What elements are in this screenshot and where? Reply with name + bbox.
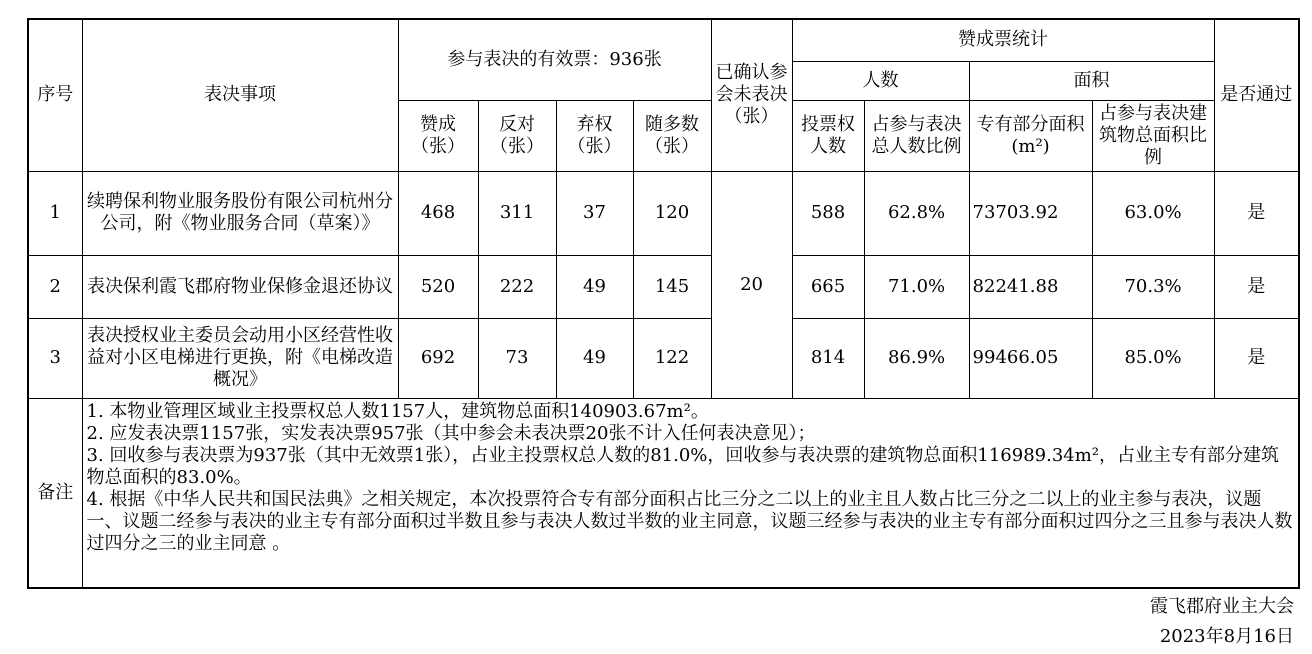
row-persons-ratio: 71.0% xyxy=(864,255,969,318)
header-confirmed-absent: 已确认参会未表决（张） xyxy=(711,19,792,171)
row-area: 99466.05 xyxy=(969,318,1092,398)
row-seq: 1 xyxy=(28,171,82,255)
row-persons-ratio: 62.8% xyxy=(864,171,969,255)
row-abstain: 37 xyxy=(556,171,633,255)
row-approve: 520 xyxy=(398,255,478,318)
header-abstain: 弃权（张） xyxy=(556,100,633,171)
header-valid-votes: 参与表决的有效票：936张 xyxy=(398,19,711,100)
row-passed: 是 xyxy=(1214,255,1299,318)
row-passed: 是 xyxy=(1214,171,1299,255)
row-passed: 是 xyxy=(1214,318,1299,398)
row-item: 表决授权业主委员会动用小区经营性收益对小区电梯进行更换，附《电梯改造概况》 xyxy=(82,318,398,398)
row-follow: 145 xyxy=(633,255,711,318)
row-item: 表决保利霞飞郡府物业保修金退还协议 xyxy=(82,255,398,318)
row-persons: 665 xyxy=(792,255,864,318)
header-area: 面积 xyxy=(969,61,1214,100)
row-abstain: 49 xyxy=(556,318,633,398)
notes-label: 备注 xyxy=(28,398,82,588)
table-row xyxy=(28,171,1299,255)
footer-org: 霞飞郡府业主大会 xyxy=(1150,596,1294,617)
notes-content xyxy=(82,398,1299,588)
note-line: 1. 本物业管理区域业主投票权总人数1157人，建筑物总面积140903.67m²。 xyxy=(86,400,709,422)
header-item: 表决事项 xyxy=(82,19,398,171)
header-persons-ratio: 占参与表决总人数比例 xyxy=(864,100,969,171)
row-area-ratio: 85.0% xyxy=(1092,318,1214,398)
table-row xyxy=(28,255,1299,318)
row-persons: 588 xyxy=(792,171,864,255)
header-voting-persons: 投票权人数 xyxy=(792,100,864,171)
header-passed: 是否通过 xyxy=(1214,19,1299,171)
row-area: 82241.88 xyxy=(969,255,1092,318)
row-oppose: 311 xyxy=(478,171,556,255)
row-follow: 120 xyxy=(633,171,711,255)
note-line: 4. 根据《中华人民共和国民法典》之相关规定，本次投票符合专有部分面积占比三分之二以上的业主且人数占比三分之二以上的业主参与表决，议题一、议题二经参与表决的业主专有部分面积过半数且参与表决人数过半数的业主同意，议题三经参与表决的业主专有部分面积过四分之三且参与表决人数过四分之三的业主同意 。 xyxy=(86,488,1293,554)
header-approval-stats: 赞成票统计 xyxy=(792,19,1214,61)
header-exclusive-area: 专有部分面积(m²) xyxy=(969,100,1092,171)
row-persons: 814 xyxy=(792,318,864,398)
header-persons: 人数 xyxy=(792,61,969,100)
header-area-ratio: 占参与表决建筑物总面积比例 xyxy=(1092,100,1214,171)
row-abstain: 49 xyxy=(556,255,633,318)
row-seq: 3 xyxy=(28,318,82,398)
notes-row xyxy=(28,398,1299,588)
row-oppose: 73 xyxy=(478,318,556,398)
header-follow-majority: 随多数（张） xyxy=(633,100,711,171)
vote-results-table xyxy=(27,18,1300,589)
header-seq: 序号 xyxy=(28,19,82,171)
footer-date: 2023年8月16日 xyxy=(1159,626,1294,647)
row-oppose: 222 xyxy=(478,255,556,318)
header-oppose: 反对（张） xyxy=(478,100,556,171)
note-line: 2. 应发表决票1157张，实发表决票957张（其中参会未表决票20张不计入任何表决意见）； xyxy=(86,422,816,444)
row-approve: 692 xyxy=(398,318,478,398)
row-follow: 122 xyxy=(633,318,711,398)
row-persons-ratio: 86.9% xyxy=(864,318,969,398)
table-row xyxy=(28,318,1299,398)
confirmed-absent-value: 20 xyxy=(711,171,792,398)
row-item: 续聘保利物业服务股份有限公司杭州分公司，附《物业服务合同（草案）》 xyxy=(82,171,398,255)
row-area-ratio: 70.3% xyxy=(1092,255,1214,318)
row-approve: 468 xyxy=(398,171,478,255)
row-seq: 2 xyxy=(28,255,82,318)
row-area: 73703.92 xyxy=(969,171,1092,255)
note-line: 3. 回收参与表决票为937张（其中无效票1张），占业主投票权总人数的81.0%，回收参与表决票的建筑物总面积116989.34m²，占业主专有部分建筑物总面积的83.0%。 xyxy=(86,444,1280,488)
header-approve: 赞成（张） xyxy=(398,100,478,171)
row-area-ratio: 63.0% xyxy=(1092,171,1214,255)
